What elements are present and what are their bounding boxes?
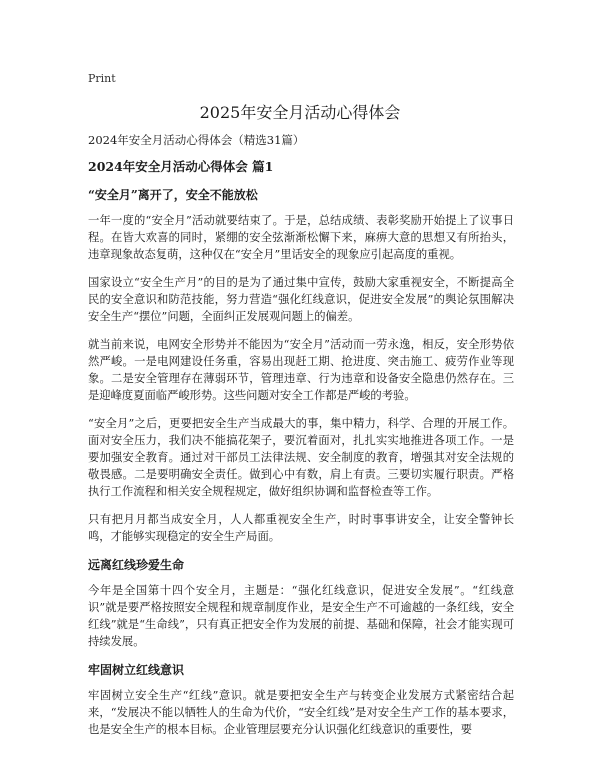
- heading-safety-month: “安全月”离开了，安全不能放松: [88, 188, 258, 202]
- paragraph: 今年是全国第十四个安全月，主题是：“强化红线意识，促进安全发展”。“红线意识”就是要严格按照安全规程和规章制度作业，是安全生产不可逾越的一条红线，安全红线”就是“生命线”，只有真正把安全作为发展的前提、基础和保障，社会才能实现可持续发展。: [88, 584, 514, 648]
- document-body: [88, 158, 514, 749]
- heading-red-line: 远离红线珍爱生命: [88, 558, 185, 572]
- paragraph: 牢固树立安全生产“红线”意识。就是要把安全生产与转变企业发展方式紧密结合起来，“发展决不能以牺牲人的生命为代价，“安全红线”是对安全生产工作的基本要求，也是安全生产的根本目标。企业管理层要充分认识强化红线意识的重要性，要: [88, 689, 514, 736]
- paragraph: “安全月”之后，更要把安全生产当成最大的事，集中精力，科学、合理的开展工作。面对安全压力，我们决不能搞花架子，要沉着面对，扎扎实实地推进各项工作。一是要加强安全教育。通过对干部员工法律法规、安全制度的教育，增强其对安全法规的敬畏感。二是要明确安全责任。做到心中有数，肩上有责。三要切实履行职责。严格执行工作流程和相关安全规程规定，做好组织协调和监督检查等工作。: [88, 417, 514, 498]
- document-title: 2025年安全月活动心得体会: [199, 103, 401, 122]
- paragraph: 国家设立“安全生产月”的目的是为了通过集中宣传，鼓励大家重视安全，不断提高全民的安全意识和防范技能，努力营造“强化红线意识，促进安全发展”的舆论氛围解决安全生产“摆位”问题，全面纠正发展观问题上的偏差。: [88, 276, 514, 323]
- paragraph: 只有把月月都当成安全月，人人都重视安全生产，时时事事讲安全，让安全警钟长鸣，才能够实现稳定的安全生产局面。: [88, 513, 514, 543]
- paragraph: 一年一度的“安全月”活动就要结束了。于是，总结成绩、表彰奖励开始提上了议事日程。在皆大欢喜的同时，紧绷的安全弦渐渐松懈下来，麻痹大意的思想又有所抬头，违章现象故态复萌，这种仅在“安全月”里话安全的现象应引起高度的重视。: [88, 214, 514, 261]
- paragraph: 就当前来说，电网安全形势并不能因为“安全月”活动而一劳永逸，相反，安全形势依然严峻。一是电网建设任务重，容易出现赶工期、抢进度、突击施工、疲劳作业等现象。二是安全管理存在薄弱环节，管理违章、行为违章和设备安全隐患仍然存在。三是迎峰度夏面临严峻形势。这些问题对安全工作都是严峻的考验。: [88, 338, 514, 402]
- document-subtitle: 2024年安全月活动心得体会（精选31篇）: [88, 133, 305, 147]
- print-label: Print: [88, 72, 116, 85]
- section-heading: 2024年安全月活动心得体会 篇1: [88, 159, 274, 174]
- heading-red-line-awareness: 牢固树立红线意识: [88, 663, 185, 677]
